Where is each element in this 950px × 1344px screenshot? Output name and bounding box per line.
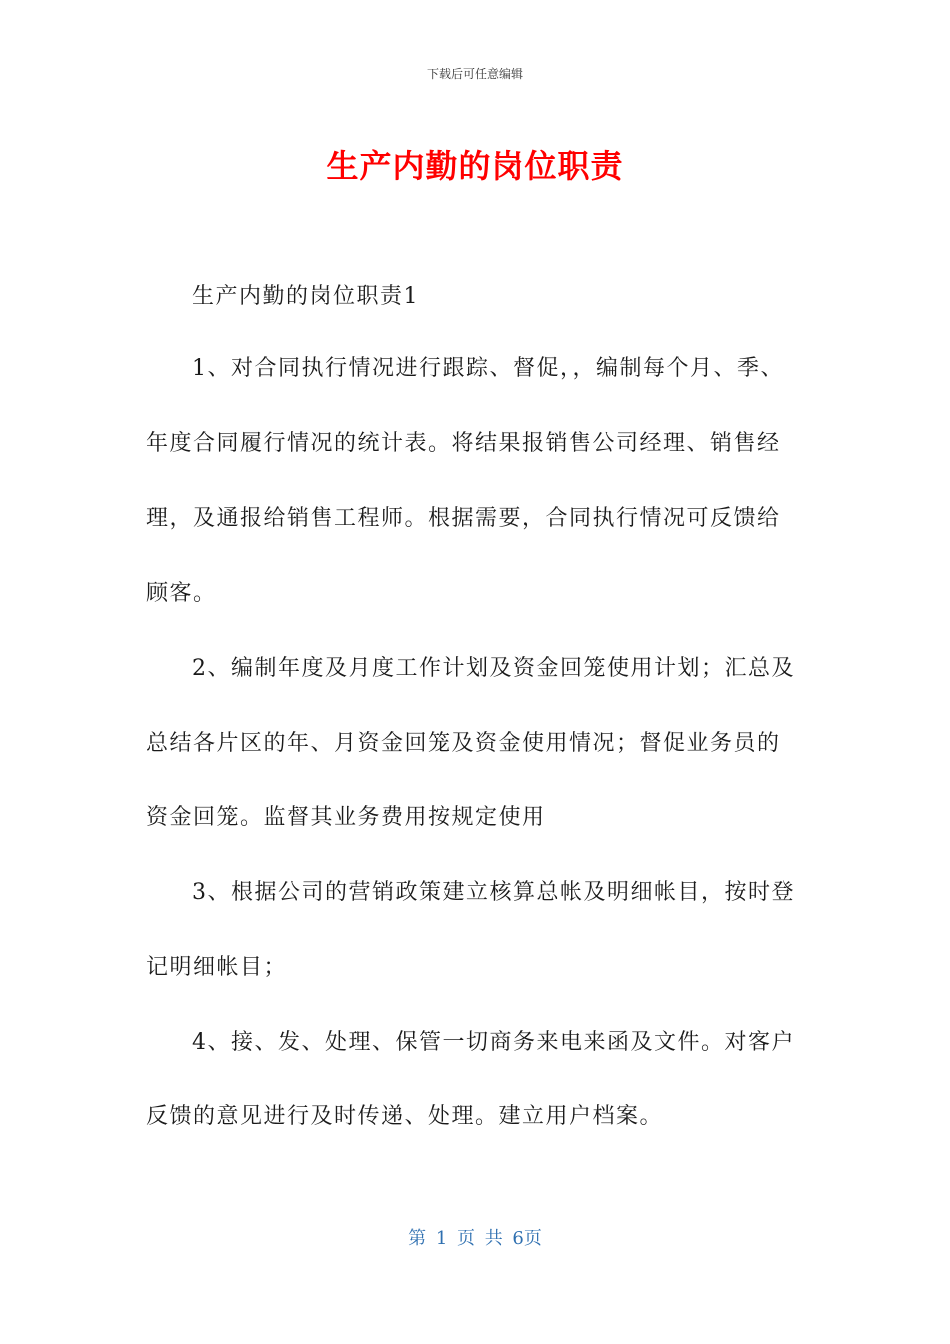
paragraph-line: 资金回笼。监督其业务费用按规定使用 <box>146 805 546 830</box>
paragraph-line: 记明细帐目； <box>146 955 288 980</box>
page-number-footer: 第 1 页 共 6页 <box>408 1228 542 1249</box>
paragraph-line: 年度合同履行情况的统计表。将结果报销售公司经理、销售经 <box>146 431 781 456</box>
paragraph-line: 2、编制年度及月度工作计划及资金回笼使用计划；汇总及 <box>192 656 795 681</box>
paragraph-line: 4、接、发、处理、保管一切商务来电来函及文件。对客户 <box>192 1030 795 1055</box>
paragraph-line: 顾客。 <box>146 581 217 606</box>
paragraph-line: 总结各片区的年、月资金回笼及资金使用情况；督促业务员的 <box>146 731 781 756</box>
paragraph-line: 理，及通报给销售工程师。根据需要，合同执行情况可反馈给 <box>146 506 781 531</box>
section-heading: 生产内勤的岗位职责1 <box>192 284 419 309</box>
paragraph-line: 1、对合同执行情况进行跟踪、督促，，编制每个月、季、 <box>192 356 784 381</box>
paragraph-line: 3、根据公司的营销政策建立核算总帐及明细帐目，按时登 <box>192 880 795 905</box>
paragraph-line: 反馈的意见进行及时传递、处理。建立用户档案。 <box>146 1104 664 1129</box>
document-title: 生产内勤的岗位职责 <box>326 147 624 185</box>
page-header-note: 下载后可任意编辑 <box>426 67 523 81</box>
